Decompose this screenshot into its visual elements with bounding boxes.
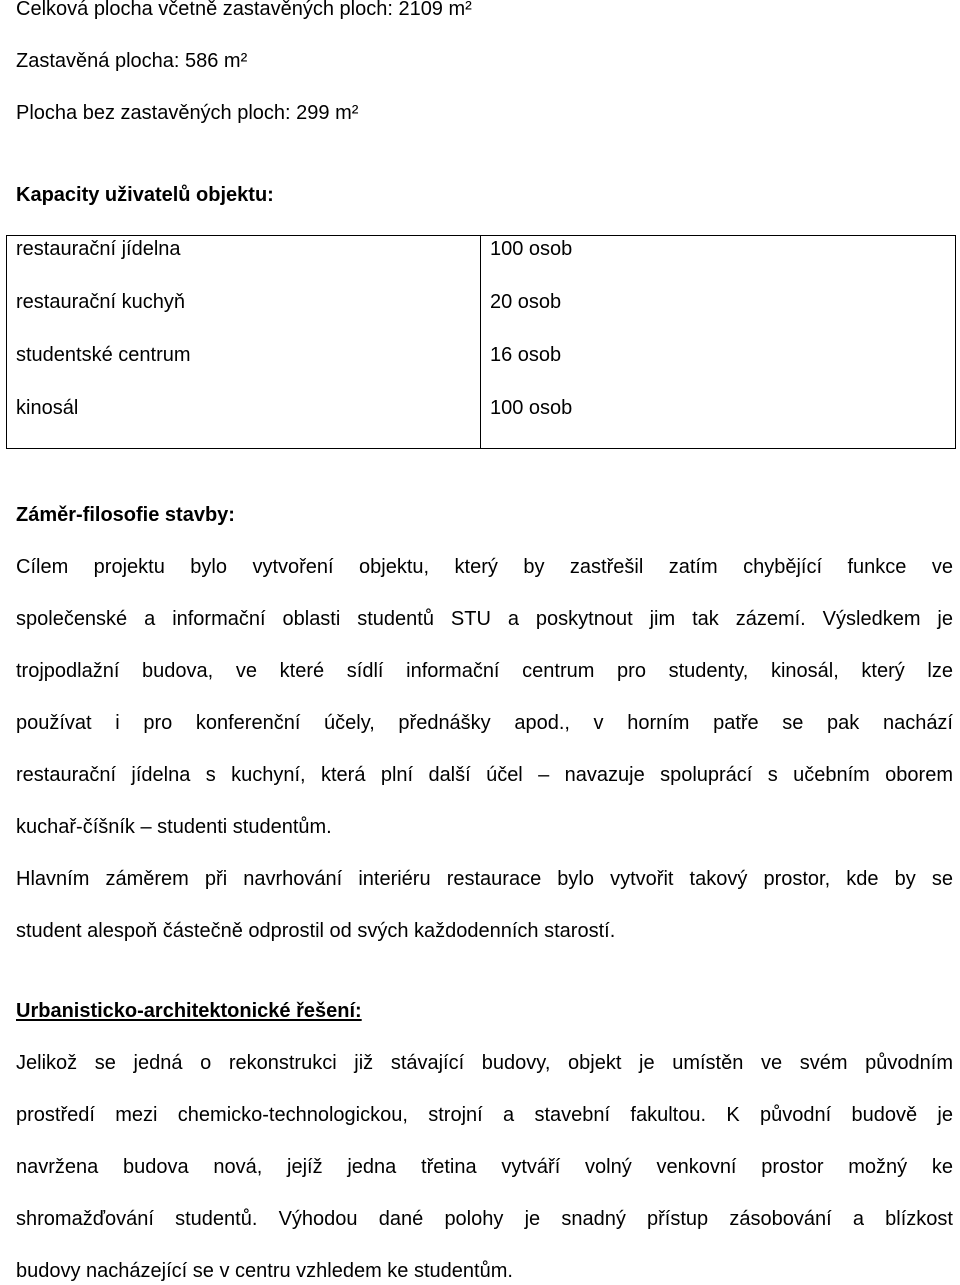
intent-paragraph-line: restaurační jídelna s kuchyní, která plní další účel – navazuje spoluprácí s učebním oborem bbox=[16, 764, 953, 786]
capacity-row-count: 20 osob bbox=[490, 291, 562, 313]
capacity-names-cell bbox=[7, 236, 481, 449]
capacity-row-count: 100 osob bbox=[490, 397, 573, 419]
capacity-row-count: 16 osob bbox=[490, 344, 562, 366]
intent-paragraph-line: trojpodlažní budova, ve které sídlí informační centrum pro studenty, kinosál, který lze bbox=[16, 660, 953, 682]
capacity-row-name: restaurační jídelna bbox=[16, 238, 181, 260]
intent-paragraph-line: společenské a informační oblasti studentů STU a poskytnout jim tak zázemí. Výsledkem je bbox=[16, 608, 953, 630]
urban-paragraph-line: shromažďování studentů. Výhodou dané polohy je snadný přístup zásobování a blízkost bbox=[16, 1208, 953, 1230]
built-area-text: Zastavěná plocha: 586 m² bbox=[16, 50, 248, 72]
intent-paragraph-line: používat i pro konferenční účely, přednášky apod., v horním patře se pak nachází bbox=[16, 712, 953, 734]
urban-paragraph-line: prostředí mezi chemicko-technologickou, strojní a stavební fakultou. K původní budově je bbox=[16, 1104, 953, 1126]
capacity-table bbox=[6, 235, 956, 449]
capacity-row-name: studentské centrum bbox=[16, 344, 191, 366]
capacity-row-name: restaurační kuchyň bbox=[16, 291, 185, 313]
total-area-text: Celková plocha včetně zastavěných ploch: 2109 m² bbox=[16, 0, 472, 20]
urban-heading: Urbanisticko-architektonické řešení: bbox=[16, 1000, 362, 1022]
urban-paragraph-line: budovy nacházející se v centru vzhledem ke studentům. bbox=[16, 1260, 513, 1282]
intent-paragraph-line: student alespoň částečně odprostil od svých každodenních starostí. bbox=[16, 920, 616, 942]
intent-paragraph-line: Hlavním záměrem při navrhování interiéru restaurace bylo vytvořit takový prostor, kde by se bbox=[16, 868, 953, 890]
capacity-row-name: kinosál bbox=[16, 397, 79, 419]
capacity-counts-cell bbox=[481, 236, 956, 449]
capacity-row-count: 100 osob bbox=[490, 238, 573, 260]
intent-paragraph-line: kuchař-číšník – studenti studentům. bbox=[16, 816, 332, 838]
capacity-heading: Kapacity uživatelů objektu: bbox=[16, 184, 274, 206]
intent-heading: Záměr-filosofie stavby: bbox=[16, 504, 235, 526]
urban-paragraph-line: navržena budova nová, jejíž jedna třetina vytváří volný venkovní prostor možný ke bbox=[16, 1156, 953, 1178]
urban-paragraph-line: Jelikož se jedná o rekonstrukci již stávající budovy, objekt je umístěn ve svém původním bbox=[16, 1052, 953, 1074]
intent-paragraph-line: Cílem projektu bylo vytvoření objektu, který by zastřešil zatím chybějící funkce ve bbox=[16, 556, 953, 578]
unbuilt-area-text: Plocha bez zastavěných ploch: 299 m² bbox=[16, 102, 359, 124]
